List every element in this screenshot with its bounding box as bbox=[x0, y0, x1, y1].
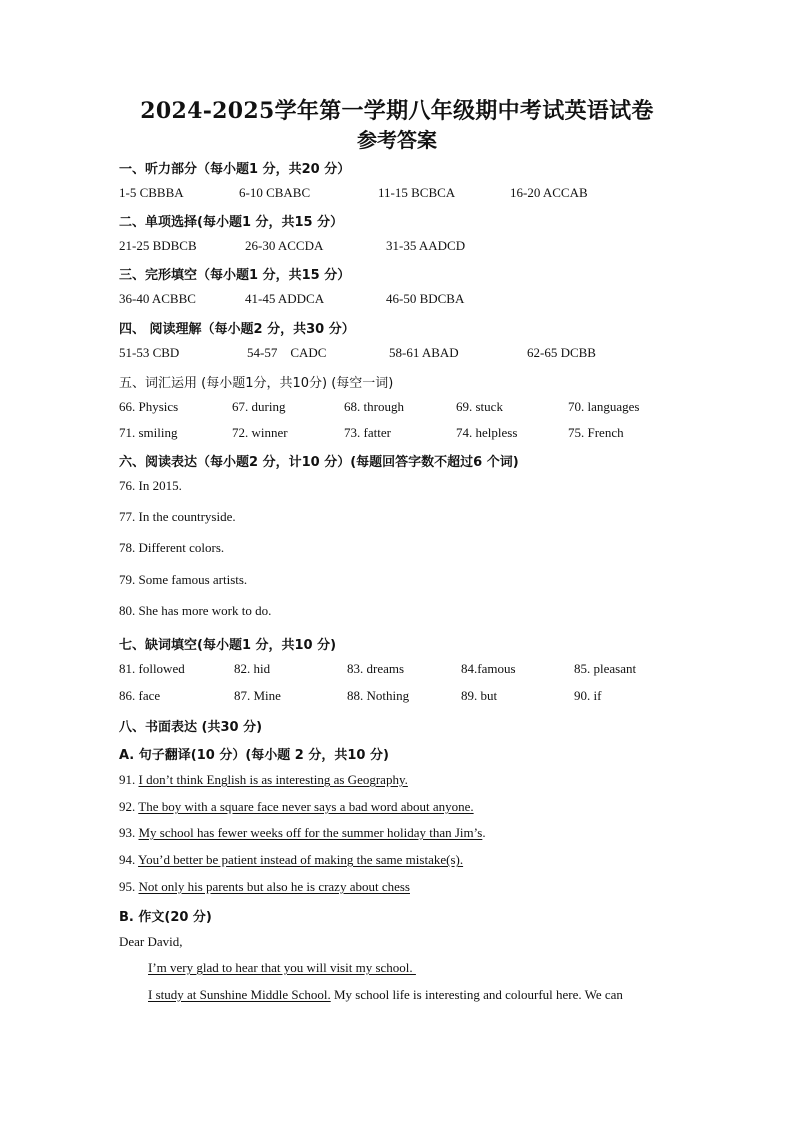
answer-row bbox=[0, 238, 794, 256]
section-heading-vocabulary: 五、词汇运用 (每小题1分，共10分) (每空一词) bbox=[119, 376, 394, 391]
item-number: 91. bbox=[119, 772, 136, 787]
item-number: 92. bbox=[119, 799, 136, 814]
answer-line: 77. In the countryside. bbox=[119, 509, 236, 524]
translation-answer: My school has fewer weeks off for the summer holiday than Jim’s bbox=[138, 825, 483, 840]
answer-group: 11-15 BCBCA bbox=[378, 185, 456, 200]
letter-greeting: Dear David, bbox=[119, 934, 183, 949]
translation-answer: You’d better be patient instead of making the same mistake(s). bbox=[138, 852, 464, 867]
answer-item: 66. Physics bbox=[119, 399, 179, 414]
answer-group: 31-35 AADCD bbox=[386, 238, 466, 253]
translation-item bbox=[119, 879, 410, 895]
section-heading-cloze: 三、完形填空（每小题1 分，共15 分） bbox=[119, 268, 351, 283]
translation-answer: I don’t think English is as interesting as Geography. bbox=[138, 772, 408, 787]
answer-row bbox=[0, 185, 794, 203]
answer-group: 6-10 CBABC bbox=[239, 185, 311, 200]
letter-line bbox=[148, 960, 416, 976]
page-title: 2024-2025学年第一学期八年级期中考试英语试卷 bbox=[140, 98, 654, 124]
answer-row bbox=[0, 399, 794, 417]
answer-item: 72. winner bbox=[232, 425, 288, 440]
section-heading-fill-blank: 七、缺词填空(每小题1 分，共10 分) bbox=[119, 638, 337, 653]
translation-item bbox=[119, 852, 463, 868]
answer-group: 54-57 CADC bbox=[247, 345, 327, 360]
answer-item: 89. but bbox=[461, 688, 498, 703]
answer-item: 70. languages bbox=[568, 399, 640, 414]
item-number: 94. bbox=[119, 852, 136, 867]
answer-item: 73. fatter bbox=[344, 425, 391, 440]
answer-item: 87. Mine bbox=[234, 688, 281, 703]
answer-item: 75. French bbox=[568, 425, 624, 440]
page-subtitle: 参考答案 bbox=[357, 128, 437, 152]
answer-row bbox=[0, 688, 794, 706]
item-number: 93. bbox=[119, 825, 136, 840]
answer-item: 86. face bbox=[119, 688, 161, 703]
answer-item: 88. Nothing bbox=[347, 688, 410, 703]
translation-item bbox=[119, 825, 486, 841]
answer-item: 84.famous bbox=[461, 661, 516, 676]
answer-row bbox=[0, 425, 794, 443]
answer-group: 58-61 ABAD bbox=[389, 345, 459, 360]
answer-group: 36-40 ACBBC bbox=[119, 291, 196, 306]
letter-text: My school life is interesting and colourful here. We can bbox=[330, 987, 623, 1002]
sentence-period: . bbox=[482, 825, 486, 840]
answer-row bbox=[0, 291, 794, 309]
answer-group: 46-50 BDCBA bbox=[386, 291, 465, 306]
translation-answer: The boy with a square face never says a bad word about anyone. bbox=[138, 799, 474, 814]
letter-sentence: I’m very glad to hear that you will visit my school. bbox=[148, 960, 416, 975]
translation-heading: A. 句子翻译(10 分）(每小题 2 分，共10 分) bbox=[119, 748, 389, 763]
answer-item: 81. followed bbox=[119, 661, 185, 676]
answer-item: 74. helpless bbox=[456, 425, 518, 440]
answer-group: 51-53 CBD bbox=[119, 345, 180, 360]
section-heading-listening: 一、听力部分（每小题1 分，共20 分） bbox=[119, 162, 351, 177]
answer-group: 16-20 ACCAB bbox=[510, 185, 588, 200]
answer-line: 76. In 2015. bbox=[119, 478, 182, 493]
answer-item: 71. smiling bbox=[119, 425, 178, 440]
answer-row bbox=[0, 345, 794, 363]
composition-heading: B. 作文(20 分) bbox=[119, 910, 212, 925]
translation-answer: Not only his parents but also he is crazy about chess bbox=[138, 879, 410, 894]
answer-item: 68. through bbox=[344, 399, 404, 414]
answer-row bbox=[0, 661, 794, 679]
answer-group: 21-25 BDBCB bbox=[119, 238, 197, 253]
answer-group: 41-45 ADDCA bbox=[245, 291, 325, 306]
answer-item: 90. if bbox=[574, 688, 602, 703]
answer-line: 79. Some famous artists. bbox=[119, 572, 248, 587]
letter-line bbox=[148, 987, 623, 1003]
section-heading-reading: 四、 阅读理解（每小题2 分，共30 分） bbox=[119, 322, 355, 337]
answer-item: 67. during bbox=[232, 399, 286, 414]
answer-item: 69. stuck bbox=[456, 399, 503, 414]
section-heading-writing: 八、书面表达 (共30 分) bbox=[119, 720, 263, 735]
answer-line: 78. Different colors. bbox=[119, 540, 225, 555]
answer-group: 1-5 CBBBA bbox=[119, 185, 184, 200]
item-number: 95. bbox=[119, 879, 136, 894]
translation-item bbox=[119, 799, 474, 815]
answer-item: 82. hid bbox=[234, 661, 271, 676]
answer-group: 62-65 DCBB bbox=[527, 345, 596, 360]
answer-line: 80. She has more work to do. bbox=[119, 603, 272, 618]
translation-item bbox=[119, 772, 408, 788]
answer-item: 83. dreams bbox=[347, 661, 405, 676]
letter-sentence: I study at Sunshine Middle School. bbox=[148, 987, 331, 1002]
section-heading-reading-expression: 六、阅读表达（每小题2 分，计10 分）(每题回答字数不超过6 个词) bbox=[119, 455, 519, 470]
answer-item: 85. pleasant bbox=[574, 661, 637, 676]
section-heading-single-choice: 二、单项选择(每小题1 分，共15 分） bbox=[119, 215, 344, 230]
answer-group: 26-30 ACCDA bbox=[245, 238, 324, 253]
